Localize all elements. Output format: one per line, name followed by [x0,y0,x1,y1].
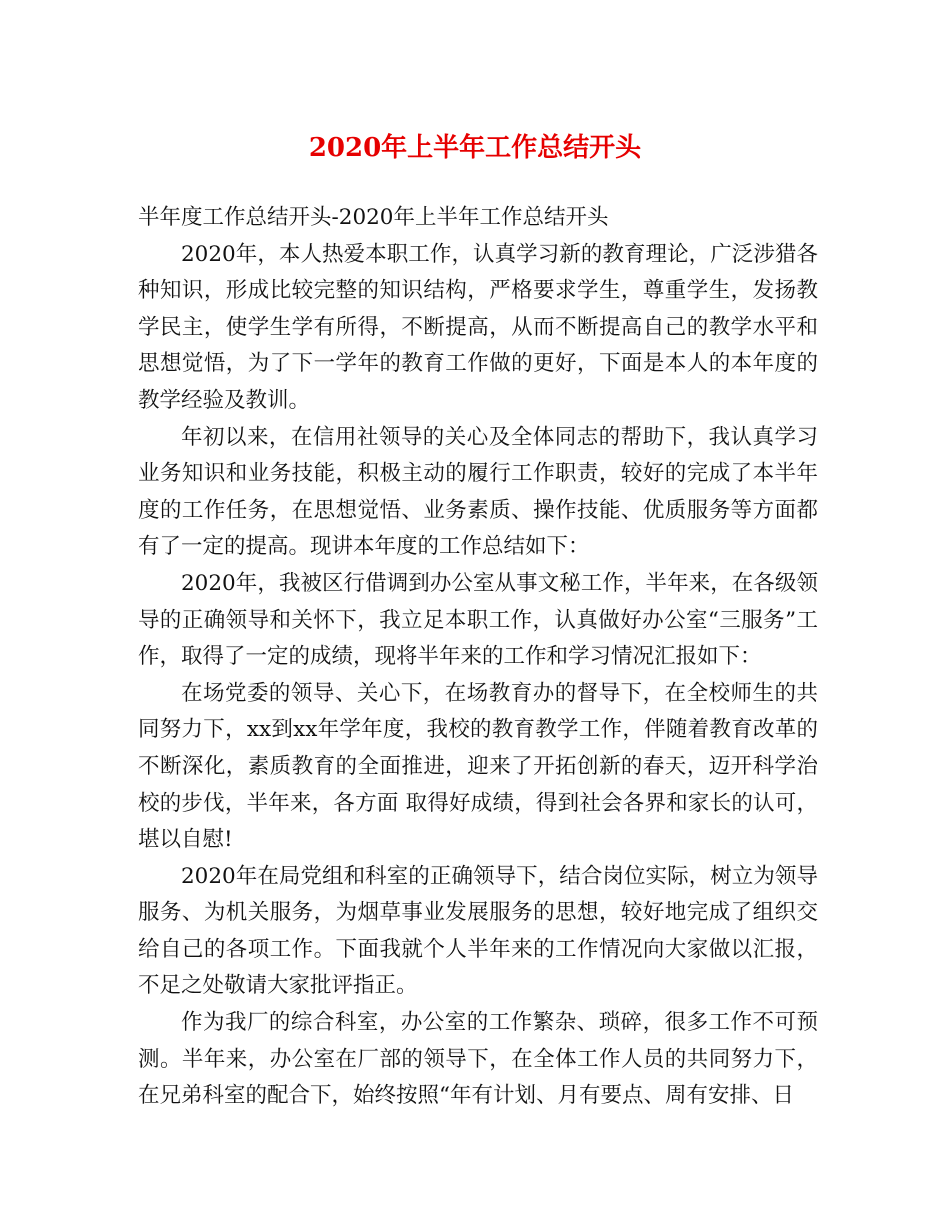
paragraph-4: 在场党委的领导、关心下，在场教育办的督导下，在全校师生的共同努力下，xx到xx年学年度，我校的教育教学工作，伴随着教育改革的不断深化，素质教育的全面推进，迎来了开拓创新的春天，迈开科学治校的步伐，半年来，各方面 取得好成绩，得到社会各界和家长的认可，堪以自慰! [138,680,818,853]
paragraph-1: 2020年，本人热爱本职工作，认真学习新的教育理论，广泛涉猎各种知识，形成比较完整的知识结构，严格要求学生，尊重学生，发扬教学民主，使学生学有所得，不断提高，从而不断提高自己的教学水平和思想觉悟，为了下一学年的教育工作做的更好，下面是本人的本年度的教学经验及教训。 [138,241,818,413]
paragraph-2: 年初以来，在信用社领导的关心及全体同志的帮助下，我认真学习业务知识和业务技能，积极主动的履行工作职责，较好的完成了本半年度的工作任务，在思想觉悟、业务素质、操作技能、优质服务等方面都有了一定的提高。现讲本年度的工作总结如下： [138,424,818,560]
paragraph-6: 作为我厂的综合科室，办公室的工作繁杂、琐碎，很多工作不可预测。半年来，办公室在厂部的领导下，在全体工作人员的共同努力下，在兄弟科室的配合下，始终按照“年有计划、月有要点、周有安排、日 [138,1010,818,1109]
document-title: 2020年上半年工作总结开头 [308,133,642,163]
paragraph-3: 2020年，我被区行借调到办公室从事文秘工作，半年来，在各级领导的正确领导和关怀下，我立足本职工作，认真做好办公室“三服务”工作，取得了一定的成绩，现将半年来的工作和学习情况汇报如下： [138,570,818,670]
paragraph-5: 2020年在局党组和科室的正确领导下，结合岗位实际，树立为领导服务、为机关服务，为烟草事业发展服务的思想，较好地完成了组织交给自己的各项工作。下面我就个人半年来的工作情况向大家做以汇报，不足之处敬请大家批评指正。 [138,863,818,999]
document-subtitle: 半年度工作总结开头-2020年上半年工作总结开头 [138,205,609,230]
document-body [138,200,818,1115]
